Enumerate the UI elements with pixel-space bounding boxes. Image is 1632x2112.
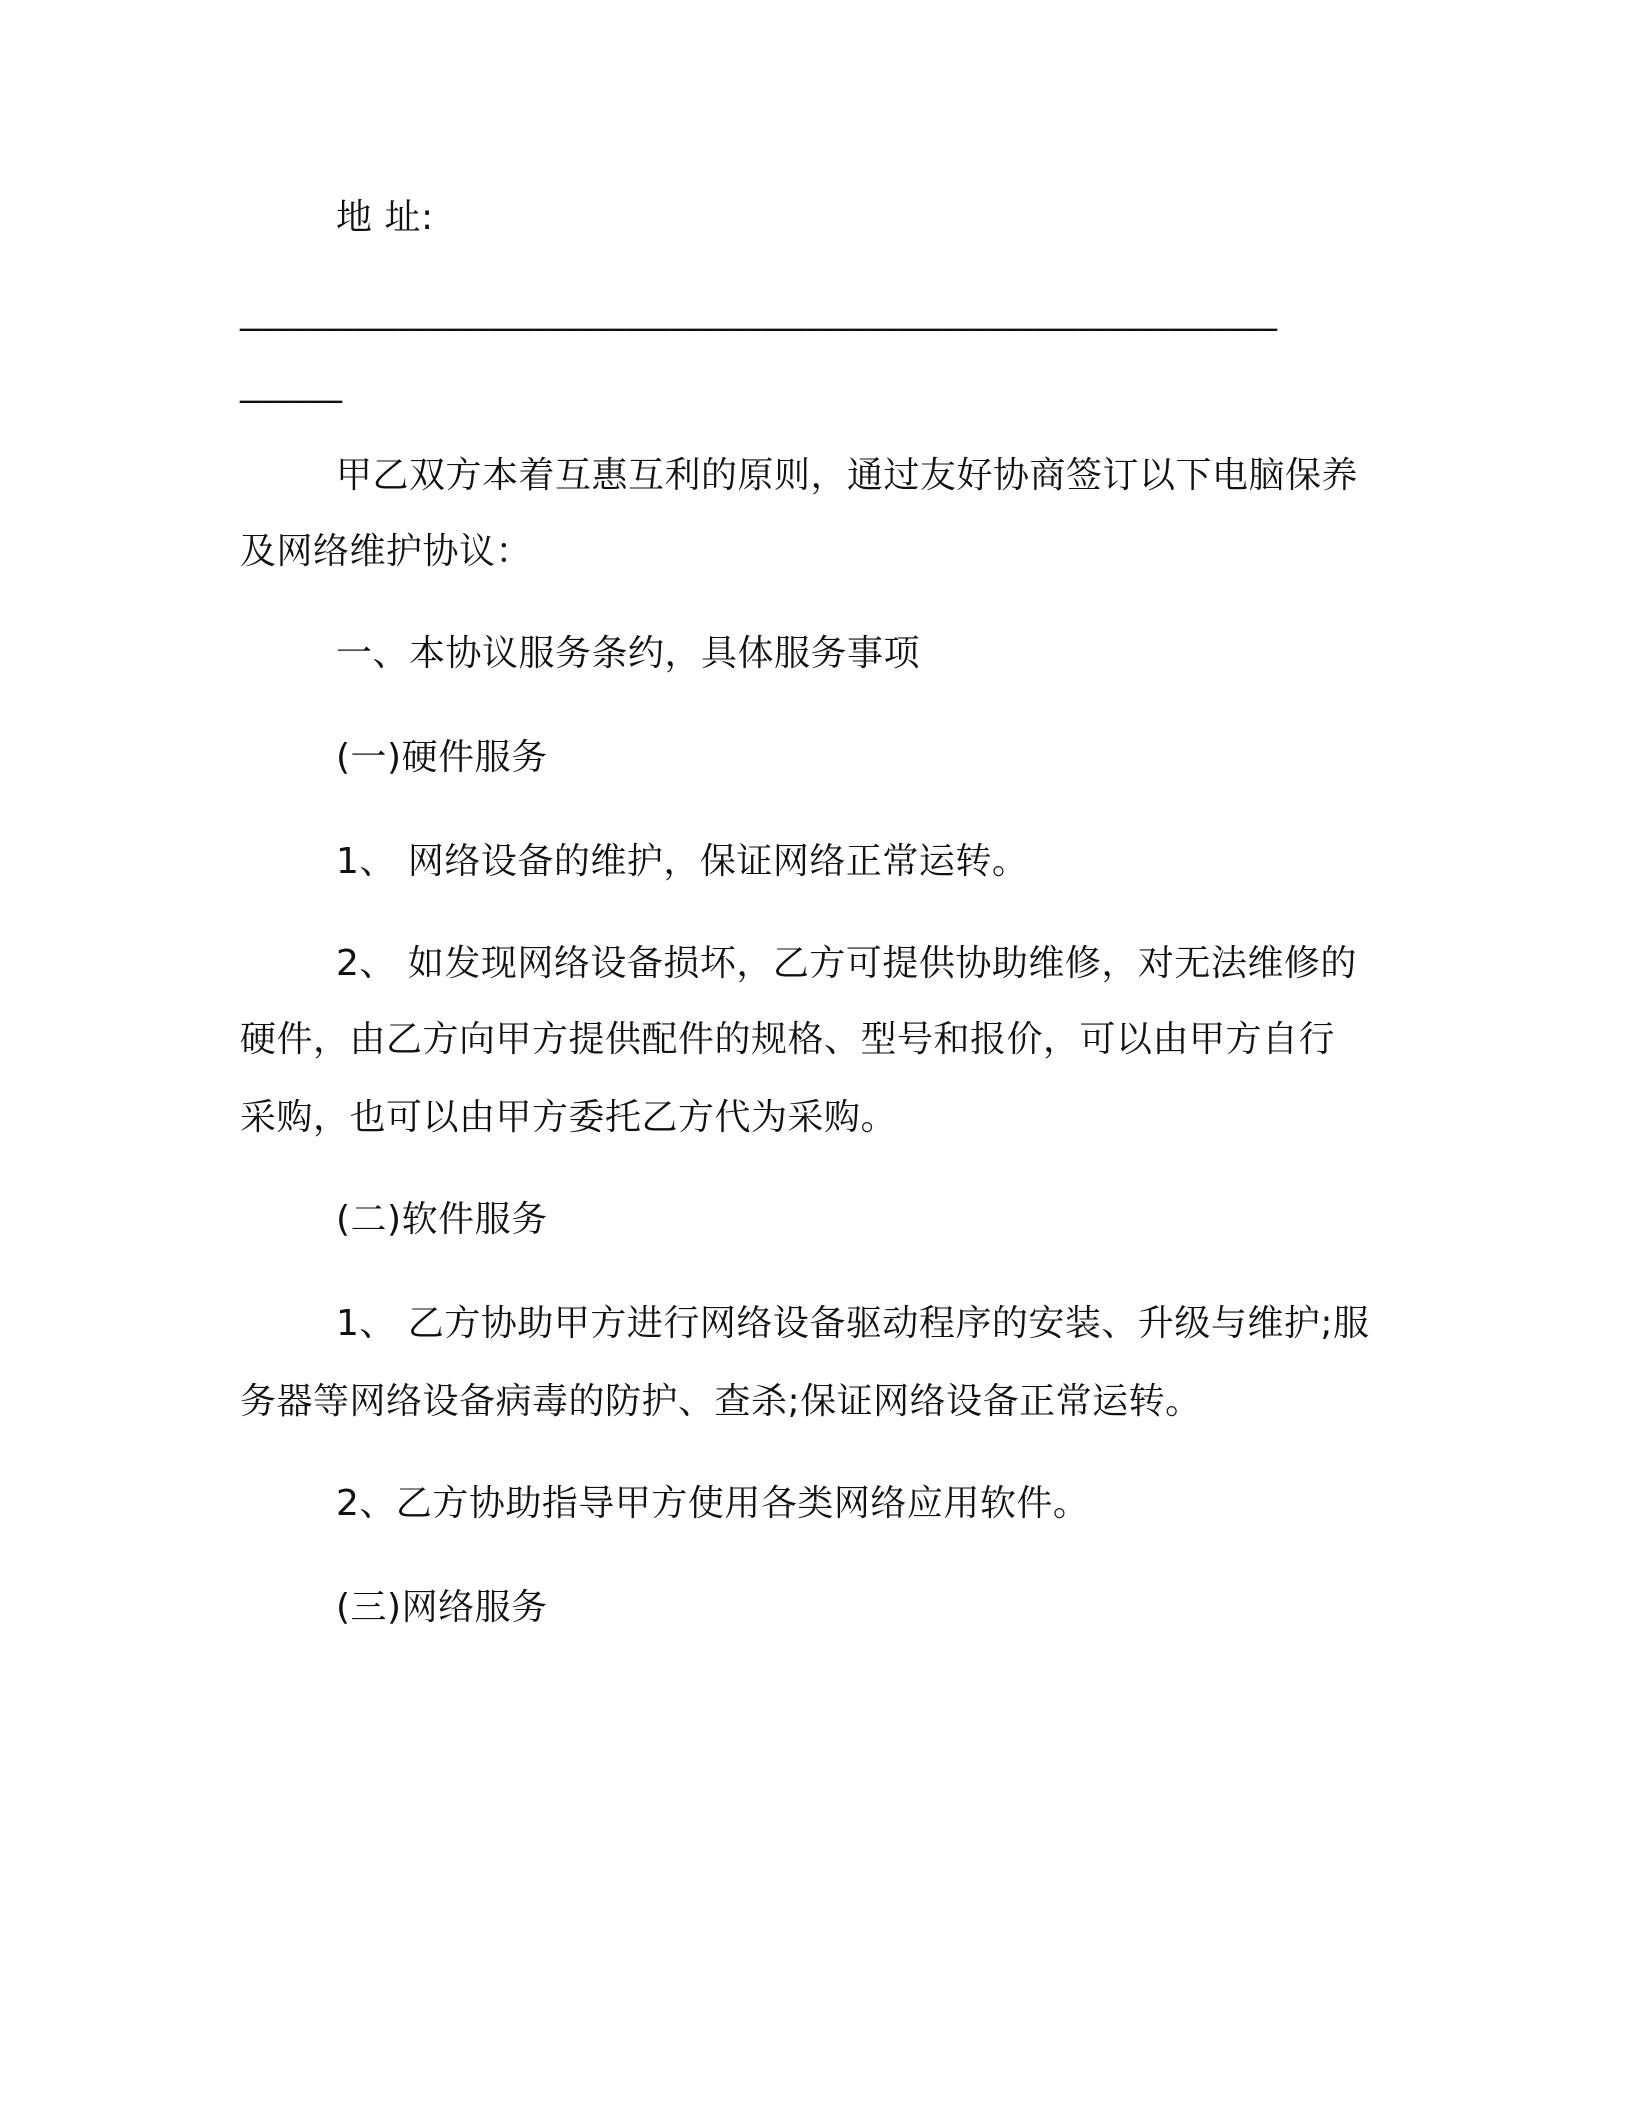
software-item-2: 2、乙方协助指导甲方使用各类网络应用软件。 [336,1483,1090,1524]
hardware-title: (一)硬件服务 [336,737,548,778]
software-item-1-line-1: 1、 乙方协助甲方进行网络设备驱动程序的安装、升级与维护;服 [336,1303,1370,1344]
hardware-item-2-line-1: 2、 如发现网络设备损坏，乙方可提供协助维修，对无法维修的 [336,943,1357,984]
hardware-item-2-line-2: 硬件，由乙方向甲方提供配件的规格、型号和报价，可以由甲方自行 [240,1019,1336,1060]
address-label: 地 址: [336,197,434,238]
software-item-1-line-2: 务器等网络设备病毒的防护、查杀;保证网络设备正常运转。 [240,1381,1202,1422]
address-blank-line-1: _____________________________________________________________ [240,292,1277,332]
section-1-title: 一、本协议服务条约，具体服务事项 [336,633,921,674]
software-title: (二)软件服务 [336,1199,548,1240]
intro-line-2: 及网络维护协议： [240,531,533,572]
address-blank-line-2: ______ [240,364,342,404]
hardware-item-1: 1、 网络设备的维护，保证网络正常运转。 [336,841,1029,882]
intro-line-1: 甲乙双方本着互惠互利的原则，通过友好协商签订以下电脑保养 [336,455,1359,496]
network-title: (三)网络服务 [336,1587,548,1628]
hardware-item-2-line-3: 采购，也可以由甲方委托乙方代为采购。 [240,1097,898,1138]
